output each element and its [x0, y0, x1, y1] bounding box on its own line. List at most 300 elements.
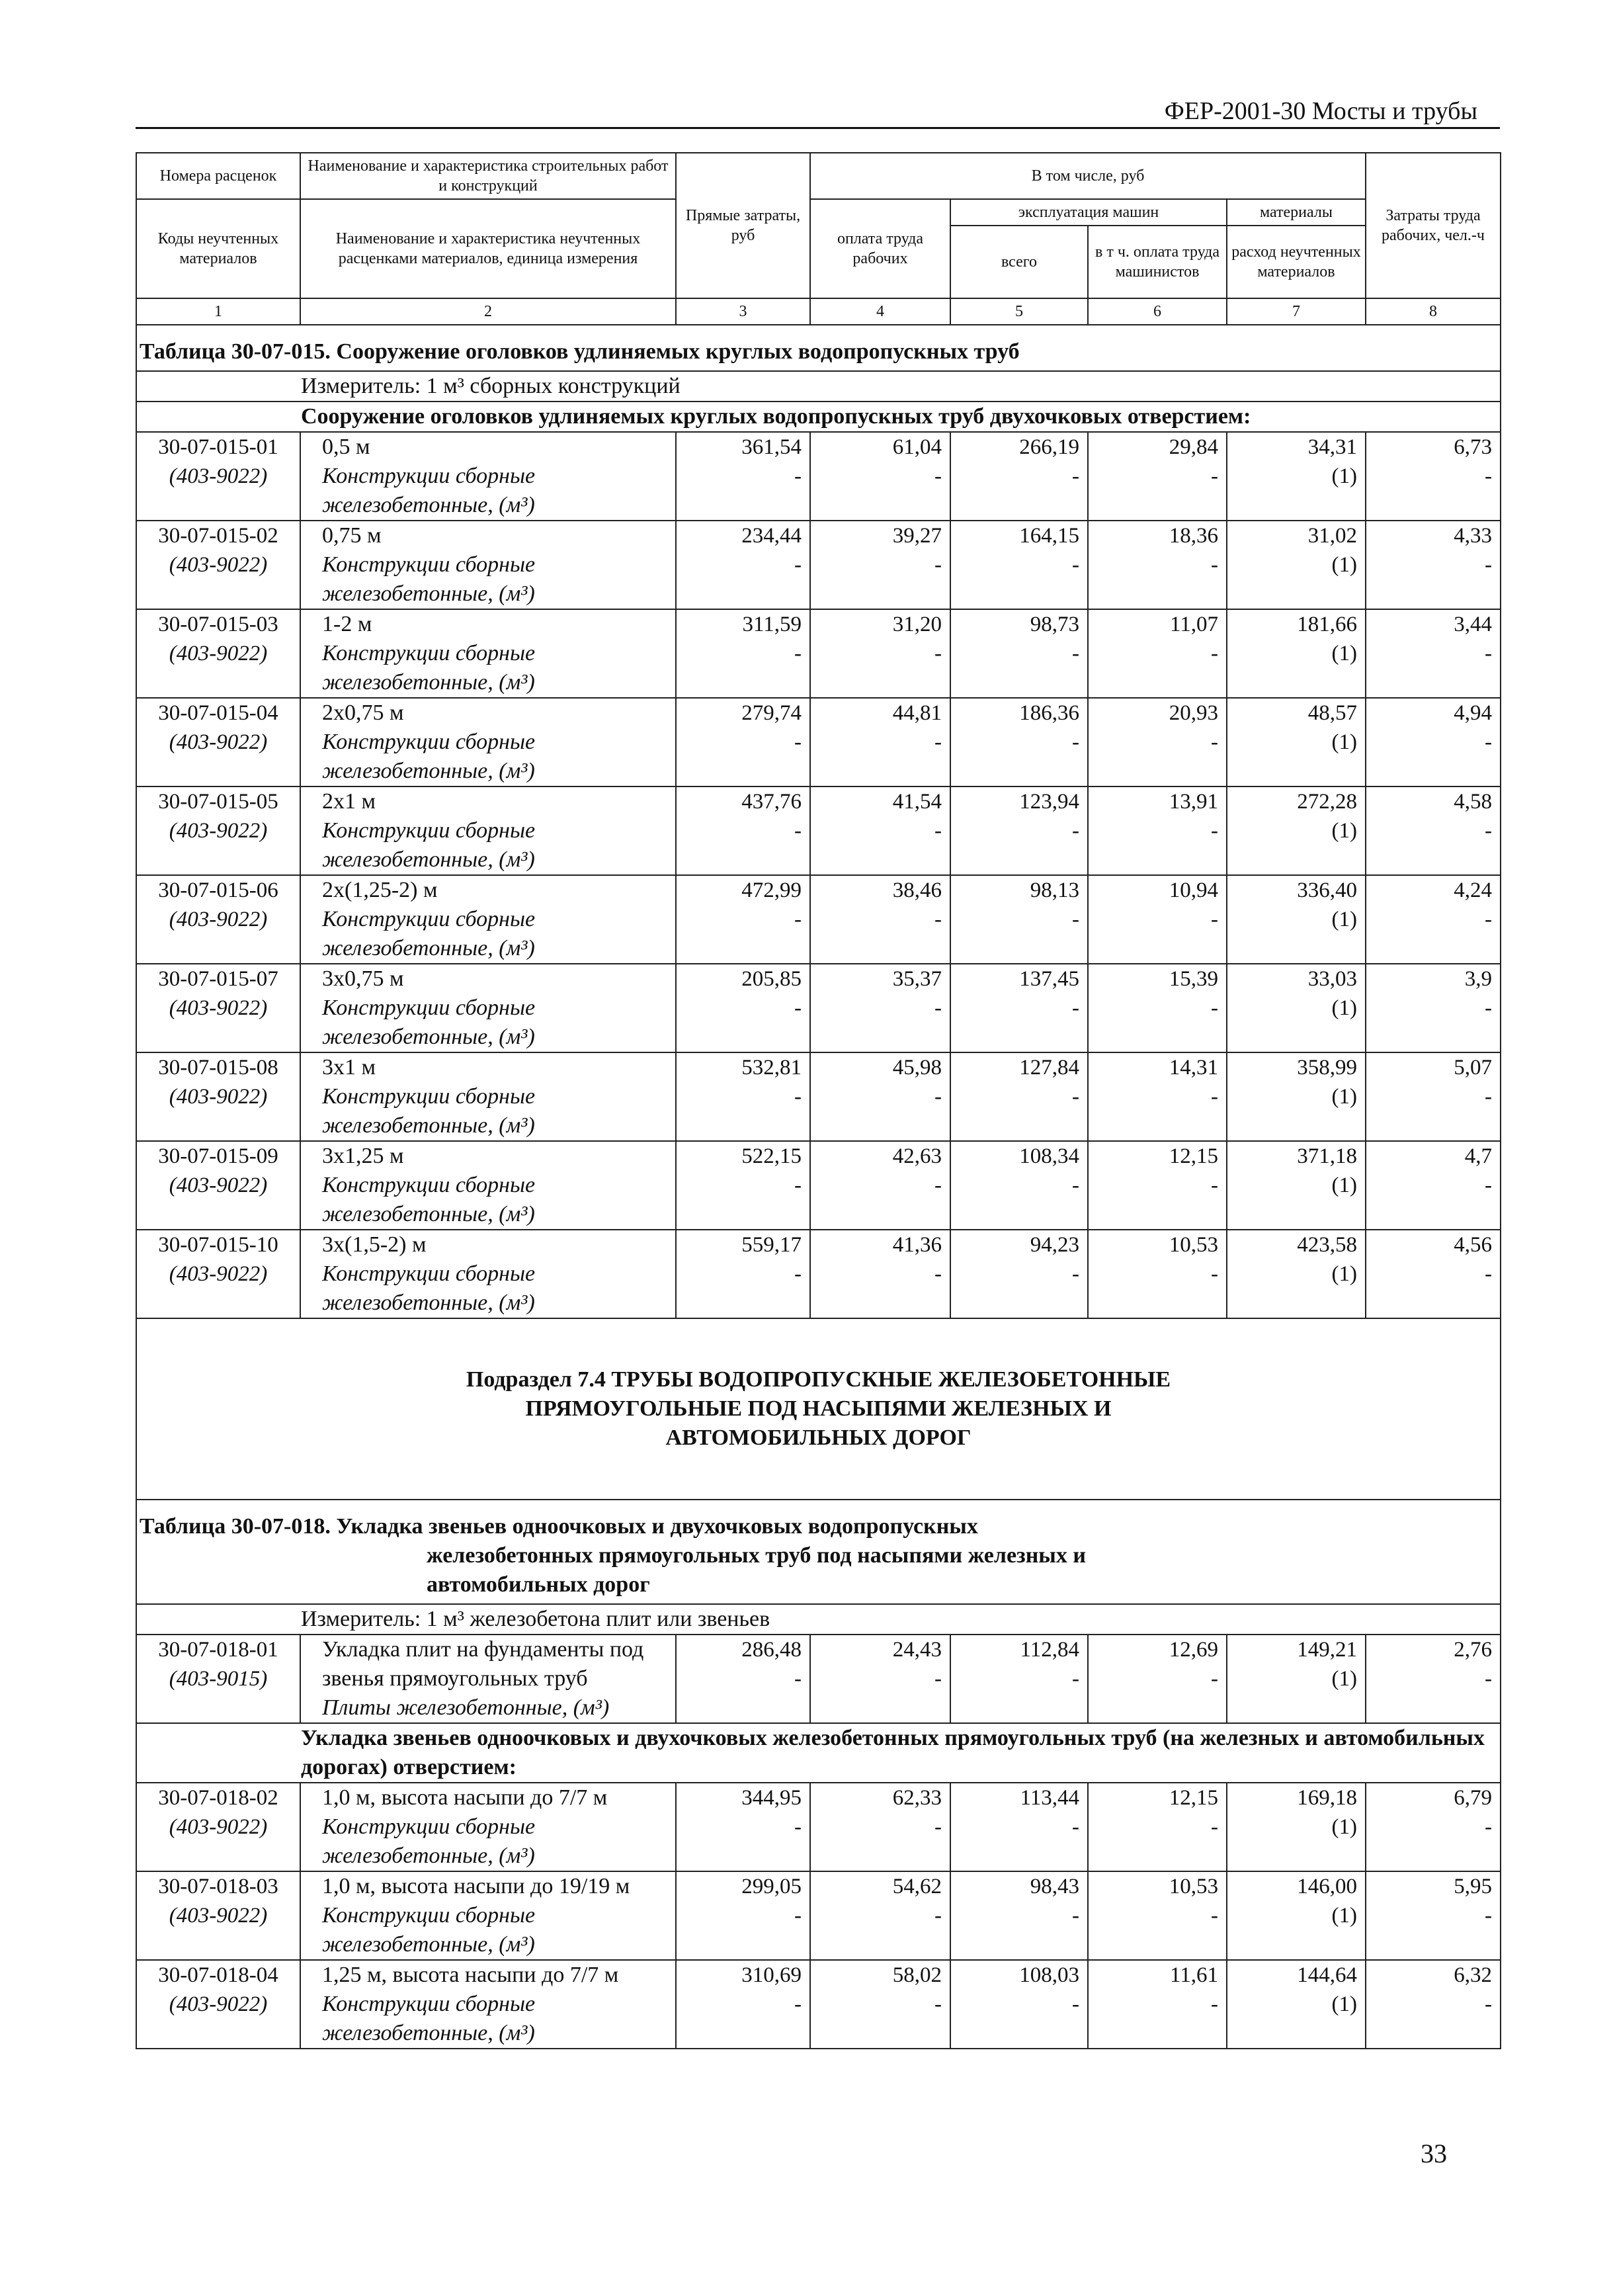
table-row — [136, 1052, 1501, 1141]
labor-costs-material-value: - — [1485, 642, 1492, 665]
workers-pay-material-value: - — [934, 553, 942, 577]
work-name-cell — [300, 964, 676, 1052]
workers-pay-material-value: - — [934, 730, 942, 754]
machines-total-material-value: - — [1072, 1085, 1079, 1109]
subheading — [136, 1723, 1501, 1783]
labor-costs-material-value: - — [1485, 1992, 1492, 2016]
work-name-cell — [300, 1052, 676, 1141]
page-number: 33 — [1421, 2139, 1447, 2168]
direct-costs-material-value: - — [794, 1815, 802, 1839]
direct-costs-material-value: - — [794, 1085, 802, 1109]
workers-pay-material-value: - — [934, 1904, 942, 1928]
materials-value: 34,31 — [1307, 435, 1357, 459]
material-code: (403-9022) — [169, 464, 268, 488]
operators-pay-cell — [1088, 521, 1227, 609]
workers-pay-cell — [810, 964, 950, 1052]
machines-total-value: 186,36 — [1019, 701, 1079, 725]
section-heading — [136, 1318, 1501, 1500]
materials-material-value: (1) — [1331, 1667, 1357, 1691]
workers-pay-material-value: - — [934, 1173, 942, 1197]
measure-text: Измеритель: 1 м³ сборных конструкций — [301, 374, 681, 398]
workers-pay-cell — [810, 1230, 950, 1318]
labor-costs-material-value: - — [1485, 1667, 1492, 1691]
materials-material-value: (1) — [1331, 1262, 1357, 1286]
labor-costs-cell — [1366, 875, 1501, 964]
material-code: (403-9022) — [169, 1992, 268, 2016]
direct-costs-cell — [676, 1230, 810, 1318]
machines-total-value: 127,84 — [1019, 1056, 1079, 1080]
machines-total-material-value: - — [1072, 908, 1079, 931]
operators-pay-cell — [1088, 698, 1227, 787]
operators-pay-value: 20,93 — [1169, 701, 1218, 725]
work-name-cell — [300, 1871, 676, 1960]
machines-total-value: 98,13 — [1030, 878, 1079, 902]
section-heading-row — [136, 1318, 1501, 1500]
rate-code-cell — [136, 875, 300, 964]
subheading-row — [136, 402, 1501, 432]
materials-value: 144,64 — [1297, 1963, 1357, 1987]
rate-code-cell — [136, 432, 300, 521]
machines-total-material-value: - — [1072, 1904, 1079, 1928]
work-name-cell — [300, 787, 676, 875]
material-name: Конструкции сборные железобетонные, (м³) — [322, 464, 536, 517]
material-name: Плиты железобетонные, (м³) — [322, 1695, 610, 1720]
header-operators-pay: в т ч. оплата труда машинистов — [1088, 226, 1227, 298]
workers-pay-material-value: - — [934, 908, 942, 931]
rate-code: 30-07-015-05 — [158, 790, 278, 814]
table-title — [136, 1500, 1501, 1604]
material-code: (403-9022) — [169, 553, 268, 577]
table-row — [136, 609, 1501, 698]
materials-cell — [1227, 1230, 1366, 1318]
materials-cell — [1227, 609, 1366, 698]
direct-costs-cell — [676, 609, 810, 698]
workers-pay-cell — [810, 875, 950, 964]
direct-costs-value: 361,54 — [741, 435, 802, 459]
operators-pay-cell — [1088, 1871, 1227, 1960]
labor-costs-material-value: - — [1485, 819, 1492, 843]
rate-code: 30-07-018-03 — [158, 1875, 278, 1898]
work-name-cell — [300, 1783, 676, 1871]
machines-total-cell — [950, 964, 1088, 1052]
direct-costs-value: 205,85 — [741, 967, 802, 991]
labor-costs-cell — [1366, 521, 1501, 609]
material-code: (403-9022) — [169, 996, 268, 1020]
direct-costs-value: 279,74 — [741, 701, 802, 725]
operators-pay-value: 10,53 — [1169, 1875, 1218, 1898]
table-row — [136, 964, 1501, 1052]
material-code: (403-9022) — [169, 730, 268, 754]
rate-code: 30-07-015-04 — [158, 701, 278, 725]
rate-code-cell — [136, 609, 300, 698]
rate-code: 30-07-015-08 — [158, 1056, 278, 1080]
operators-pay-material-value: - — [1211, 1262, 1218, 1286]
table-row — [136, 1960, 1501, 2049]
material-name: Конструкции сборные железобетонные, (м³) — [322, 1992, 536, 2045]
work-name-cell — [300, 875, 676, 964]
operators-pay-cell — [1088, 1141, 1227, 1230]
workers-pay-cell — [810, 1635, 950, 1723]
operators-pay-value: 29,84 — [1169, 435, 1218, 459]
operators-pay-value: 11,07 — [1169, 613, 1218, 636]
machines-total-value: 164,15 — [1019, 524, 1079, 548]
operators-pay-material-value: - — [1211, 1667, 1218, 1691]
direct-costs-material-value: - — [794, 1904, 802, 1928]
labor-costs-value: 4,33 — [1454, 524, 1492, 548]
workers-pay-value: 42,63 — [892, 1144, 942, 1168]
materials-cell — [1227, 432, 1366, 521]
workers-pay-material-value: - — [934, 996, 942, 1020]
operators-pay-material-value: - — [1211, 730, 1218, 754]
direct-costs-cell — [676, 521, 810, 609]
workers-pay-cell — [810, 521, 950, 609]
labor-costs-value: 4,24 — [1454, 878, 1492, 902]
operators-pay-value: 18,36 — [1169, 524, 1218, 548]
work-name: 3х1 м — [322, 1055, 376, 1080]
material-name: Конструкции сборные железобетонные, (м³) — [322, 1084, 536, 1138]
operators-pay-material-value: - — [1211, 1815, 1218, 1839]
header-labor-costs: Затраты труда рабочих, чел.-ч — [1366, 153, 1501, 298]
operators-pay-cell — [1088, 1635, 1227, 1723]
operators-pay-cell — [1088, 964, 1227, 1052]
work-name: 3х(1,5-2) м — [322, 1232, 427, 1257]
workers-pay-material-value: - — [934, 1085, 942, 1109]
operators-pay-value: 12,15 — [1169, 1144, 1218, 1168]
table-row — [136, 875, 1501, 964]
machines-total-value: 266,19 — [1019, 435, 1079, 459]
operators-pay-material-value: - — [1211, 908, 1218, 931]
header-including: В том числе, руб — [810, 153, 1366, 199]
material-name: Конструкции сборные железобетонные, (м³) — [322, 818, 536, 872]
header-material-name: Наименование и характеристика неучтенных расценками материалов, единица измерения — [300, 199, 676, 298]
table-row — [136, 1141, 1501, 1230]
table-row — [136, 1871, 1501, 1960]
col-number: 8 — [1366, 298, 1501, 325]
rate-code: 30-07-015-09 — [158, 1144, 278, 1168]
materials-cell — [1227, 1783, 1366, 1871]
labor-costs-value: 3,9 — [1464, 967, 1492, 991]
rate-code-cell — [136, 1960, 300, 2049]
labor-costs-cell — [1366, 964, 1501, 1052]
material-code: (403-9015) — [169, 1667, 268, 1691]
operators-pay-material-value: - — [1211, 642, 1218, 665]
labor-costs-cell — [1366, 1052, 1501, 1141]
table-row — [136, 698, 1501, 787]
rate-code-cell — [136, 1052, 300, 1141]
workers-pay-material-value: - — [934, 1667, 942, 1691]
labor-costs-material-value: - — [1485, 1085, 1492, 1109]
labor-costs-value: 2,76 — [1454, 1638, 1492, 1662]
work-name: 1,25 м, высота насыпи до 7/7 м — [322, 1963, 619, 1987]
operators-pay-cell — [1088, 1052, 1227, 1141]
material-code: (403-9022) — [169, 1085, 268, 1109]
material-code: (403-9022) — [169, 642, 268, 665]
direct-costs-value: 234,44 — [741, 524, 802, 548]
direct-costs-material-value: - — [794, 1173, 802, 1197]
materials-value: 169,18 — [1297, 1786, 1357, 1810]
operators-pay-material-value: - — [1211, 1992, 1218, 2016]
workers-pay-cell — [810, 609, 950, 698]
material-code: (403-9022) — [169, 1904, 268, 1928]
direct-costs-material-value: - — [794, 1262, 802, 1286]
materials-material-value: (1) — [1331, 1173, 1357, 1197]
operators-pay-cell — [1088, 1230, 1227, 1318]
col-number: 7 — [1227, 298, 1366, 325]
direct-costs-material-value: - — [794, 642, 802, 665]
machines-total-material-value: - — [1072, 464, 1079, 488]
material-name: Конструкции сборные железобетонные, (м³) — [322, 641, 536, 695]
materials-value: 146,00 — [1297, 1875, 1357, 1898]
direct-costs-material-value: - — [794, 1992, 802, 2016]
workers-pay-cell — [810, 432, 950, 521]
col-number: 6 — [1088, 298, 1227, 325]
operators-pay-material-value: - — [1211, 464, 1218, 488]
material-name: Конструкции сборные железобетонные, (м³) — [322, 1261, 536, 1315]
rate-code: 30-07-018-04 — [158, 1963, 278, 1987]
subheading-text: Сооружение оголовков удлиняемых круглых водопропускных труб двухочковых отверстием: — [301, 404, 1251, 429]
direct-costs-cell — [676, 1141, 810, 1230]
workers-pay-value: 31,20 — [892, 613, 942, 636]
materials-cell — [1227, 1635, 1366, 1723]
material-name: Конструкции сборные железобетонные, (м³) — [322, 907, 536, 960]
work-name: 2х0,75 м — [322, 701, 404, 725]
labor-costs-material-value: - — [1485, 730, 1492, 754]
machines-total-cell — [950, 432, 1088, 521]
materials-cell — [1227, 521, 1366, 609]
table-title-prefix: Таблица 30-07-018. — [140, 1514, 331, 1539]
materials-value: 272,28 — [1297, 790, 1357, 814]
machines-total-value: 113,44 — [1020, 1786, 1079, 1810]
labor-costs-value: 4,58 — [1454, 790, 1492, 814]
running-header — [136, 86, 1500, 129]
work-name-cell — [300, 1141, 676, 1230]
direct-costs-material-value: - — [794, 553, 802, 577]
materials-material-value: (1) — [1331, 1085, 1357, 1109]
direct-costs-value: 286,48 — [741, 1638, 802, 1662]
direct-costs-value: 559,17 — [741, 1233, 802, 1257]
material-name: Конструкции сборные железобетонные, (м³) — [322, 1903, 536, 1957]
operators-pay-cell — [1088, 1960, 1227, 2049]
labor-costs-cell — [1366, 1783, 1501, 1871]
machines-total-material-value: - — [1072, 819, 1079, 843]
workers-pay-value: 41,54 — [892, 790, 942, 814]
header-material-codes: Коды неучтенных материалов — [136, 199, 300, 298]
direct-costs-material-value: - — [794, 819, 802, 843]
header-material-consumption: расход неучтенных материалов — [1227, 226, 1366, 298]
measure-row — [136, 371, 1501, 402]
materials-material-value: (1) — [1331, 730, 1357, 754]
material-code: (403-9022) — [169, 819, 268, 843]
work-name: 1-2 м — [322, 612, 372, 636]
running-header-text: ФЕР-2001-30 Мосты и трубы — [1164, 97, 1477, 125]
rate-code-cell — [136, 1783, 300, 1871]
table-title-line: Укладка звеньев одноочковых и двухочковых водопропускных — [336, 1514, 978, 1539]
table-row — [136, 1230, 1501, 1318]
direct-costs-cell — [676, 1635, 810, 1723]
header-work-name: Наименование и характеристика строительных работ и конструкций — [300, 153, 676, 199]
rate-code-cell — [136, 1230, 300, 1318]
materials-cell — [1227, 1871, 1366, 1960]
table-row — [136, 432, 1501, 521]
machines-total-value: 98,73 — [1030, 613, 1079, 636]
workers-pay-value: 41,36 — [892, 1233, 942, 1257]
workers-pay-cell — [810, 1960, 950, 2049]
subheading-row — [136, 1723, 1501, 1783]
operators-pay-material-value: - — [1211, 996, 1218, 1020]
labor-costs-cell — [1366, 1960, 1501, 2049]
direct-costs-cell — [676, 1960, 810, 2049]
operators-pay-value: 10,53 — [1169, 1233, 1218, 1257]
operators-pay-value: 15,39 — [1169, 967, 1218, 991]
rate-code: 30-07-018-01 — [158, 1638, 278, 1662]
machines-total-material-value: - — [1072, 996, 1079, 1020]
material-name: Конструкции сборные железобетонные, (м³) — [322, 552, 536, 606]
table-title-block — [140, 1512, 1497, 1541]
machines-total-value: 123,94 — [1019, 790, 1079, 814]
materials-material-value: (1) — [1331, 553, 1357, 577]
table-title-row — [136, 325, 1501, 371]
materials-value: 423,58 — [1297, 1233, 1357, 1257]
machines-total-cell — [950, 609, 1088, 698]
table-row — [136, 1783, 1501, 1871]
materials-value: 149,21 — [1297, 1638, 1357, 1662]
labor-costs-material-value: - — [1485, 1904, 1492, 1928]
direct-costs-cell — [676, 964, 810, 1052]
machines-total-cell — [950, 1052, 1088, 1141]
workers-pay-cell — [810, 698, 950, 787]
operators-pay-material-value: - — [1211, 1173, 1218, 1197]
operators-pay-cell — [1088, 609, 1227, 698]
material-name: Конструкции сборные железобетонные, (м³) — [322, 1173, 536, 1226]
machines-total-value: 98,43 — [1030, 1875, 1079, 1898]
rate-code-cell — [136, 1871, 300, 1960]
materials-material-value: (1) — [1331, 464, 1357, 488]
machines-total-material-value: - — [1072, 553, 1079, 577]
machines-total-cell — [950, 875, 1088, 964]
rate-code-cell — [136, 787, 300, 875]
machines-total-cell — [950, 521, 1088, 609]
work-name: 0,5 м — [322, 435, 370, 459]
labor-costs-value: 6,73 — [1454, 435, 1492, 459]
header-machines-total: всего — [950, 226, 1088, 298]
material-code: (403-9022) — [169, 1262, 268, 1286]
labor-costs-value: 4,56 — [1454, 1233, 1492, 1257]
workers-pay-value: 44,81 — [892, 701, 942, 725]
labor-costs-value: 5,07 — [1454, 1056, 1492, 1080]
machines-total-value: 137,45 — [1019, 967, 1079, 991]
operators-pay-value: 12,69 — [1169, 1638, 1218, 1662]
labor-costs-value: 5,95 — [1454, 1875, 1492, 1898]
header-row-2 — [136, 199, 1501, 226]
direct-costs-cell — [676, 787, 810, 875]
material-name: Конструкции сборные железобетонные, (м³) — [322, 1814, 536, 1868]
col-number: 1 — [136, 298, 300, 325]
labor-costs-value: 6,32 — [1454, 1963, 1492, 1987]
machines-total-value: 108,34 — [1019, 1144, 1079, 1168]
materials-value: 48,57 — [1307, 701, 1357, 725]
machines-total-material-value: - — [1072, 1815, 1079, 1839]
col-number: 5 — [950, 298, 1088, 325]
workers-pay-material-value: - — [934, 1992, 942, 2016]
work-name: 2х(1,25-2) м — [322, 878, 438, 902]
materials-value: 371,18 — [1297, 1144, 1357, 1168]
operators-pay-cell — [1088, 432, 1227, 521]
materials-value: 358,99 — [1297, 1056, 1357, 1080]
rate-code-cell — [136, 1635, 300, 1723]
work-name-cell — [300, 609, 676, 698]
direct-costs-cell — [676, 1783, 810, 1871]
col-number: 2 — [300, 298, 676, 325]
section-heading-line: Подраздел 7.4 ТРУБЫ ВОДОПРОПУСКНЫЕ ЖЕЛЕЗОБЕТОННЫЕ — [466, 1367, 1171, 1392]
direct-costs-value: 344,95 — [741, 1786, 802, 1810]
rate-code: 30-07-015-10 — [158, 1233, 278, 1257]
direct-costs-material-value: - — [794, 996, 802, 1020]
material-code: (403-9022) — [169, 1815, 268, 1839]
workers-pay-cell — [810, 1141, 950, 1230]
work-name: 1,0 м, высота насыпи до 19/19 м — [322, 1874, 630, 1898]
direct-costs-material-value: - — [794, 908, 802, 931]
table-row — [136, 1635, 1501, 1723]
labor-costs-cell — [1366, 1635, 1501, 1723]
labor-costs-value: 4,7 — [1464, 1144, 1492, 1168]
work-name: 3х1,25 м — [322, 1144, 404, 1168]
header-number-row — [136, 298, 1501, 325]
operators-pay-value: 13,91 — [1169, 790, 1218, 814]
section-heading-line: АВТОМОБИЛЬНЫХ ДОРОГ — [665, 1425, 972, 1450]
material-code: (403-9022) — [169, 908, 268, 931]
header-materials: материалы — [1227, 199, 1366, 226]
direct-costs-value: 522,15 — [741, 1144, 802, 1168]
rate-code: 30-07-018-02 — [158, 1786, 278, 1810]
materials-value: 33,03 — [1307, 967, 1357, 991]
direct-costs-cell — [676, 1871, 810, 1960]
machines-total-value: 94,23 — [1030, 1233, 1079, 1257]
rate-code-cell — [136, 698, 300, 787]
workers-pay-cell — [810, 787, 950, 875]
rate-code: 30-07-015-07 — [158, 967, 278, 991]
work-name-cell — [300, 521, 676, 609]
machines-total-cell — [950, 1141, 1088, 1230]
measure — [136, 371, 1501, 402]
materials-cell — [1227, 787, 1366, 875]
materials-material-value: (1) — [1331, 1815, 1357, 1839]
labor-costs-cell — [1366, 787, 1501, 875]
labor-costs-cell — [1366, 698, 1501, 787]
work-name: 1,0 м, высота насыпи до 7/7 м — [322, 1785, 608, 1810]
direct-costs-material-value: - — [794, 730, 802, 754]
workers-pay-value: 35,37 — [892, 967, 942, 991]
rate-code: 30-07-015-06 — [158, 878, 278, 902]
workers-pay-material-value: - — [934, 1815, 942, 1839]
labor-costs-value: 6,79 — [1454, 1786, 1492, 1810]
operators-pay-value: 11,61 — [1169, 1963, 1218, 1987]
workers-pay-value: 38,46 — [892, 878, 942, 902]
operators-pay-cell — [1088, 1783, 1227, 1871]
workers-pay-material-value: - — [934, 1262, 942, 1286]
table-title-row — [136, 1500, 1501, 1604]
machines-total-value: 112,84 — [1020, 1638, 1079, 1662]
workers-pay-material-value: - — [934, 642, 942, 665]
direct-costs-value: 472,99 — [741, 878, 802, 902]
work-name-cell — [300, 1635, 676, 1723]
workers-pay-value: 45,98 — [892, 1056, 942, 1080]
workers-pay-value: 39,27 — [892, 524, 942, 548]
work-name: 3х0,75 м — [322, 966, 404, 991]
machines-total-material-value: - — [1072, 1173, 1079, 1197]
direct-costs-cell — [676, 1052, 810, 1141]
workers-pay-cell — [810, 1052, 950, 1141]
labor-costs-material-value: - — [1485, 464, 1492, 488]
